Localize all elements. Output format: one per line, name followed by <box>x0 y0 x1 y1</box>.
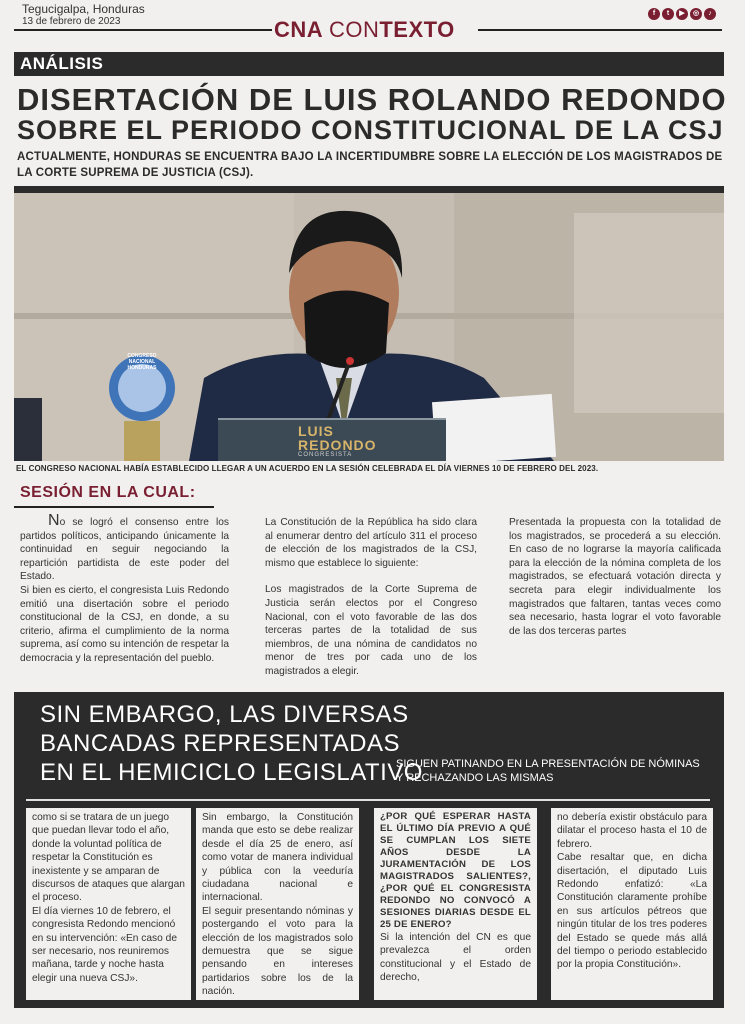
nameplate-last: REDONDO <box>298 437 377 453</box>
date-text: 13 de febrero de 2023 <box>22 16 121 27</box>
article-photo <box>14 193 724 461</box>
callout-side-line-2: Y RECHAZANDO LAS MISMAS <box>396 771 554 784</box>
callout-line-1: SIN EMBARGO, LAS DIVERSAS <box>40 701 409 728</box>
header-rule-left <box>14 29 272 31</box>
headline-line-1: DISERTACIÓN DE LUIS ROLANDO REDONDO <box>17 82 727 117</box>
col1-paragraph-1 <box>20 514 229 584</box>
youtube-icon[interactable]: ▶ <box>676 8 688 20</box>
panel3-paragraph-1: Si la intención del CN es que prevalezca el orden constitucional y el Estado de derecho, <box>380 932 531 984</box>
col1-paragraph-2: Si bien es cierto, el congresista Luis Redondo emitió una disertación sobre el periodo constitucional de la CSJ, en donde, a su criterio, afirma el cumplimiento de la norma suprema, así como su intención de respetar la democracia y la representación del pueblo. <box>20 584 229 664</box>
brand-texto: TEXTO <box>379 17 455 42</box>
twitter-icon[interactable]: t <box>662 8 674 20</box>
social-icons <box>648 8 716 20</box>
photo-caption: EL CONGRESO NACIONAL HABÍA ESTABLECIDO LLEGAR A UN ACUERDO EN LA SESIÓN CELEBRADA EL DÍA VIERNES 10 DE FEBRERO DEL 2023. <box>16 464 599 473</box>
callout-panel-1 <box>26 808 191 1000</box>
page-header <box>0 0 745 44</box>
facebook-icon[interactable]: f <box>648 8 660 20</box>
nameplate <box>218 418 446 461</box>
callout-side-text <box>396 758 700 785</box>
headline-line-2: SOBRE EL PERIODO CONSTITUCIONAL DE LA CSJ <box>17 115 724 145</box>
tiktok-icon[interactable]: ♪ <box>704 8 716 20</box>
section-label: ANÁLISIS <box>20 54 104 73</box>
col2-paragraph-1: La Constitución de la República ha sido clara al enumerar dentro del artículo 311 el proceso de elección de los magistrados de la CSJ, mismo que establece lo siguiente: <box>265 517 477 569</box>
callout-line-3: EN EL HEMICICLO LEGISLATIVO <box>40 759 423 786</box>
col1-p1-text: o se logró el consenso entre los partidos políticos, anticipando únicamente la continuidad en seguir negociando la repartición partidista de este poder del Estado. <box>20 517 229 583</box>
panel3-question: ¿POR QUÉ ESPERAR HASTA EL ÚLTIMO DÍA PREVIO A QUÉ SE CUMPLAN LOS SIETE AÑOS DESDE LA JURAMENTACIÓN DE LOS MAGISTRADOS SALIENTES?, ¿POR QUÉ EL CONGRESISTA REDONDO NO CONVOCÓ A SESIONES DIARIAS DESDE EL 25 DE ENERO? <box>380 811 531 930</box>
brand-con: CON <box>328 17 380 42</box>
brand-cna: CNA <box>274 17 329 42</box>
section-subheading: SESIÓN EN LA CUAL: <box>20 484 196 501</box>
body-column-3 <box>509 516 721 638</box>
header-rule-right <box>478 29 722 31</box>
panel4-paragraph-1: no debería existir obstáculo para dilatar el proceso hasta el 10 de febrero. <box>557 812 707 850</box>
col2-paragraph-2: Los magistrados de la Corte Suprema de Justicia serán electos por el Congreso Nacional, con el voto favorable de las dos terceras partes de la totalidad de sus miembros, de una nómina de candidatos no menor de tres por cada uno de los magistrados a elegir. <box>265 584 477 677</box>
subheadline: ACTUALMENTE, HONDURAS SE ENCUENTRA BAJO LA INCERTIDUMBRE SOBRE LA ELECCIÓN DE LOS MAGISTRADOS DE LA CORTE SUPREMA DE JUSTICIA (CSJ). <box>17 151 723 179</box>
callout-panel-4 <box>551 808 713 1000</box>
panel1-paragraph-2: El día viernes 10 de febrero, el congresista Redondo mencionó en su intervención: «En caso de ser necesario, nos reuniremos mañana, tarde y noche hasta elegir una nueva CSJ». <box>32 905 177 984</box>
body-column-2 <box>265 516 477 679</box>
callout-heading <box>40 700 423 787</box>
section-label-bar <box>14 52 724 76</box>
nameplate-role: CONGRESISTA <box>298 452 353 458</box>
photo-top-bar <box>14 186 724 193</box>
dropcap: N <box>48 512 60 529</box>
body-column-1 <box>20 514 229 666</box>
seal-text: CONGRESO NACIONAL HONDURAS <box>127 353 157 371</box>
callout-panel-2 <box>196 808 359 1000</box>
nameplate-first: LUIS <box>298 423 334 439</box>
instagram-icon[interactable]: ◎ <box>690 8 702 20</box>
panel2-paragraph-1: Sin embargo, la Constitución manda que esto se debe realizar desde el día 25 de enero, así como votar de manera individual y pública con la veeduría ciudadana nacional e internacional. <box>202 812 353 904</box>
panel4-paragraph-2: Cabe resaltar que, en dicha disertación, el diputado Luis Redondo enfatizó: «La Constitución claramente prohíbe en sus artículos pétreos que ningún titular de los tres poderes del Estado se quede más allá del tiempo o periodo establecido por la propia Constitución». <box>557 852 707 971</box>
callout-rule <box>26 799 710 801</box>
callout-line-2: BANCADAS REPRESENTADAS <box>40 730 400 757</box>
location-text: Tegucigalpa, Honduras <box>22 2 145 16</box>
panel2-paragraph-2: El seguir presentando nóminas y postergando el voto para la elección de los magistrados solo demuestra que se sigue pensando en intereses partidarios sobre los de la nación. <box>202 905 353 998</box>
subheading-rule <box>14 506 214 508</box>
callout-side-line-1: SIGUEN PATINANDO EN LA PRESENTACIÓN DE NÓMINAS <box>396 758 700 770</box>
callout-panel-3 <box>374 808 537 1000</box>
brand-logo <box>274 17 455 43</box>
panel1-paragraph-1: como si se tratara de un juego que puedan llevar todo el año, donde la voluntad política de respetar la Constitución es inexistente y se amparan de discursos de ataques que alargan el proceso. <box>32 812 185 904</box>
col3-paragraph-1: Presentada la propuesta con la totalidad de los magistrados, se procederá a su elección. En caso de no lograrse la mayoría calificada para la elección de la nómina completa de los magistrados, se efectuará votación directa y secreta para elegir individualmente los magistrados que faltaren, tantas veces como sea necesario, hasta lograr el voto favorable de las dos terceras partes <box>509 517 721 637</box>
